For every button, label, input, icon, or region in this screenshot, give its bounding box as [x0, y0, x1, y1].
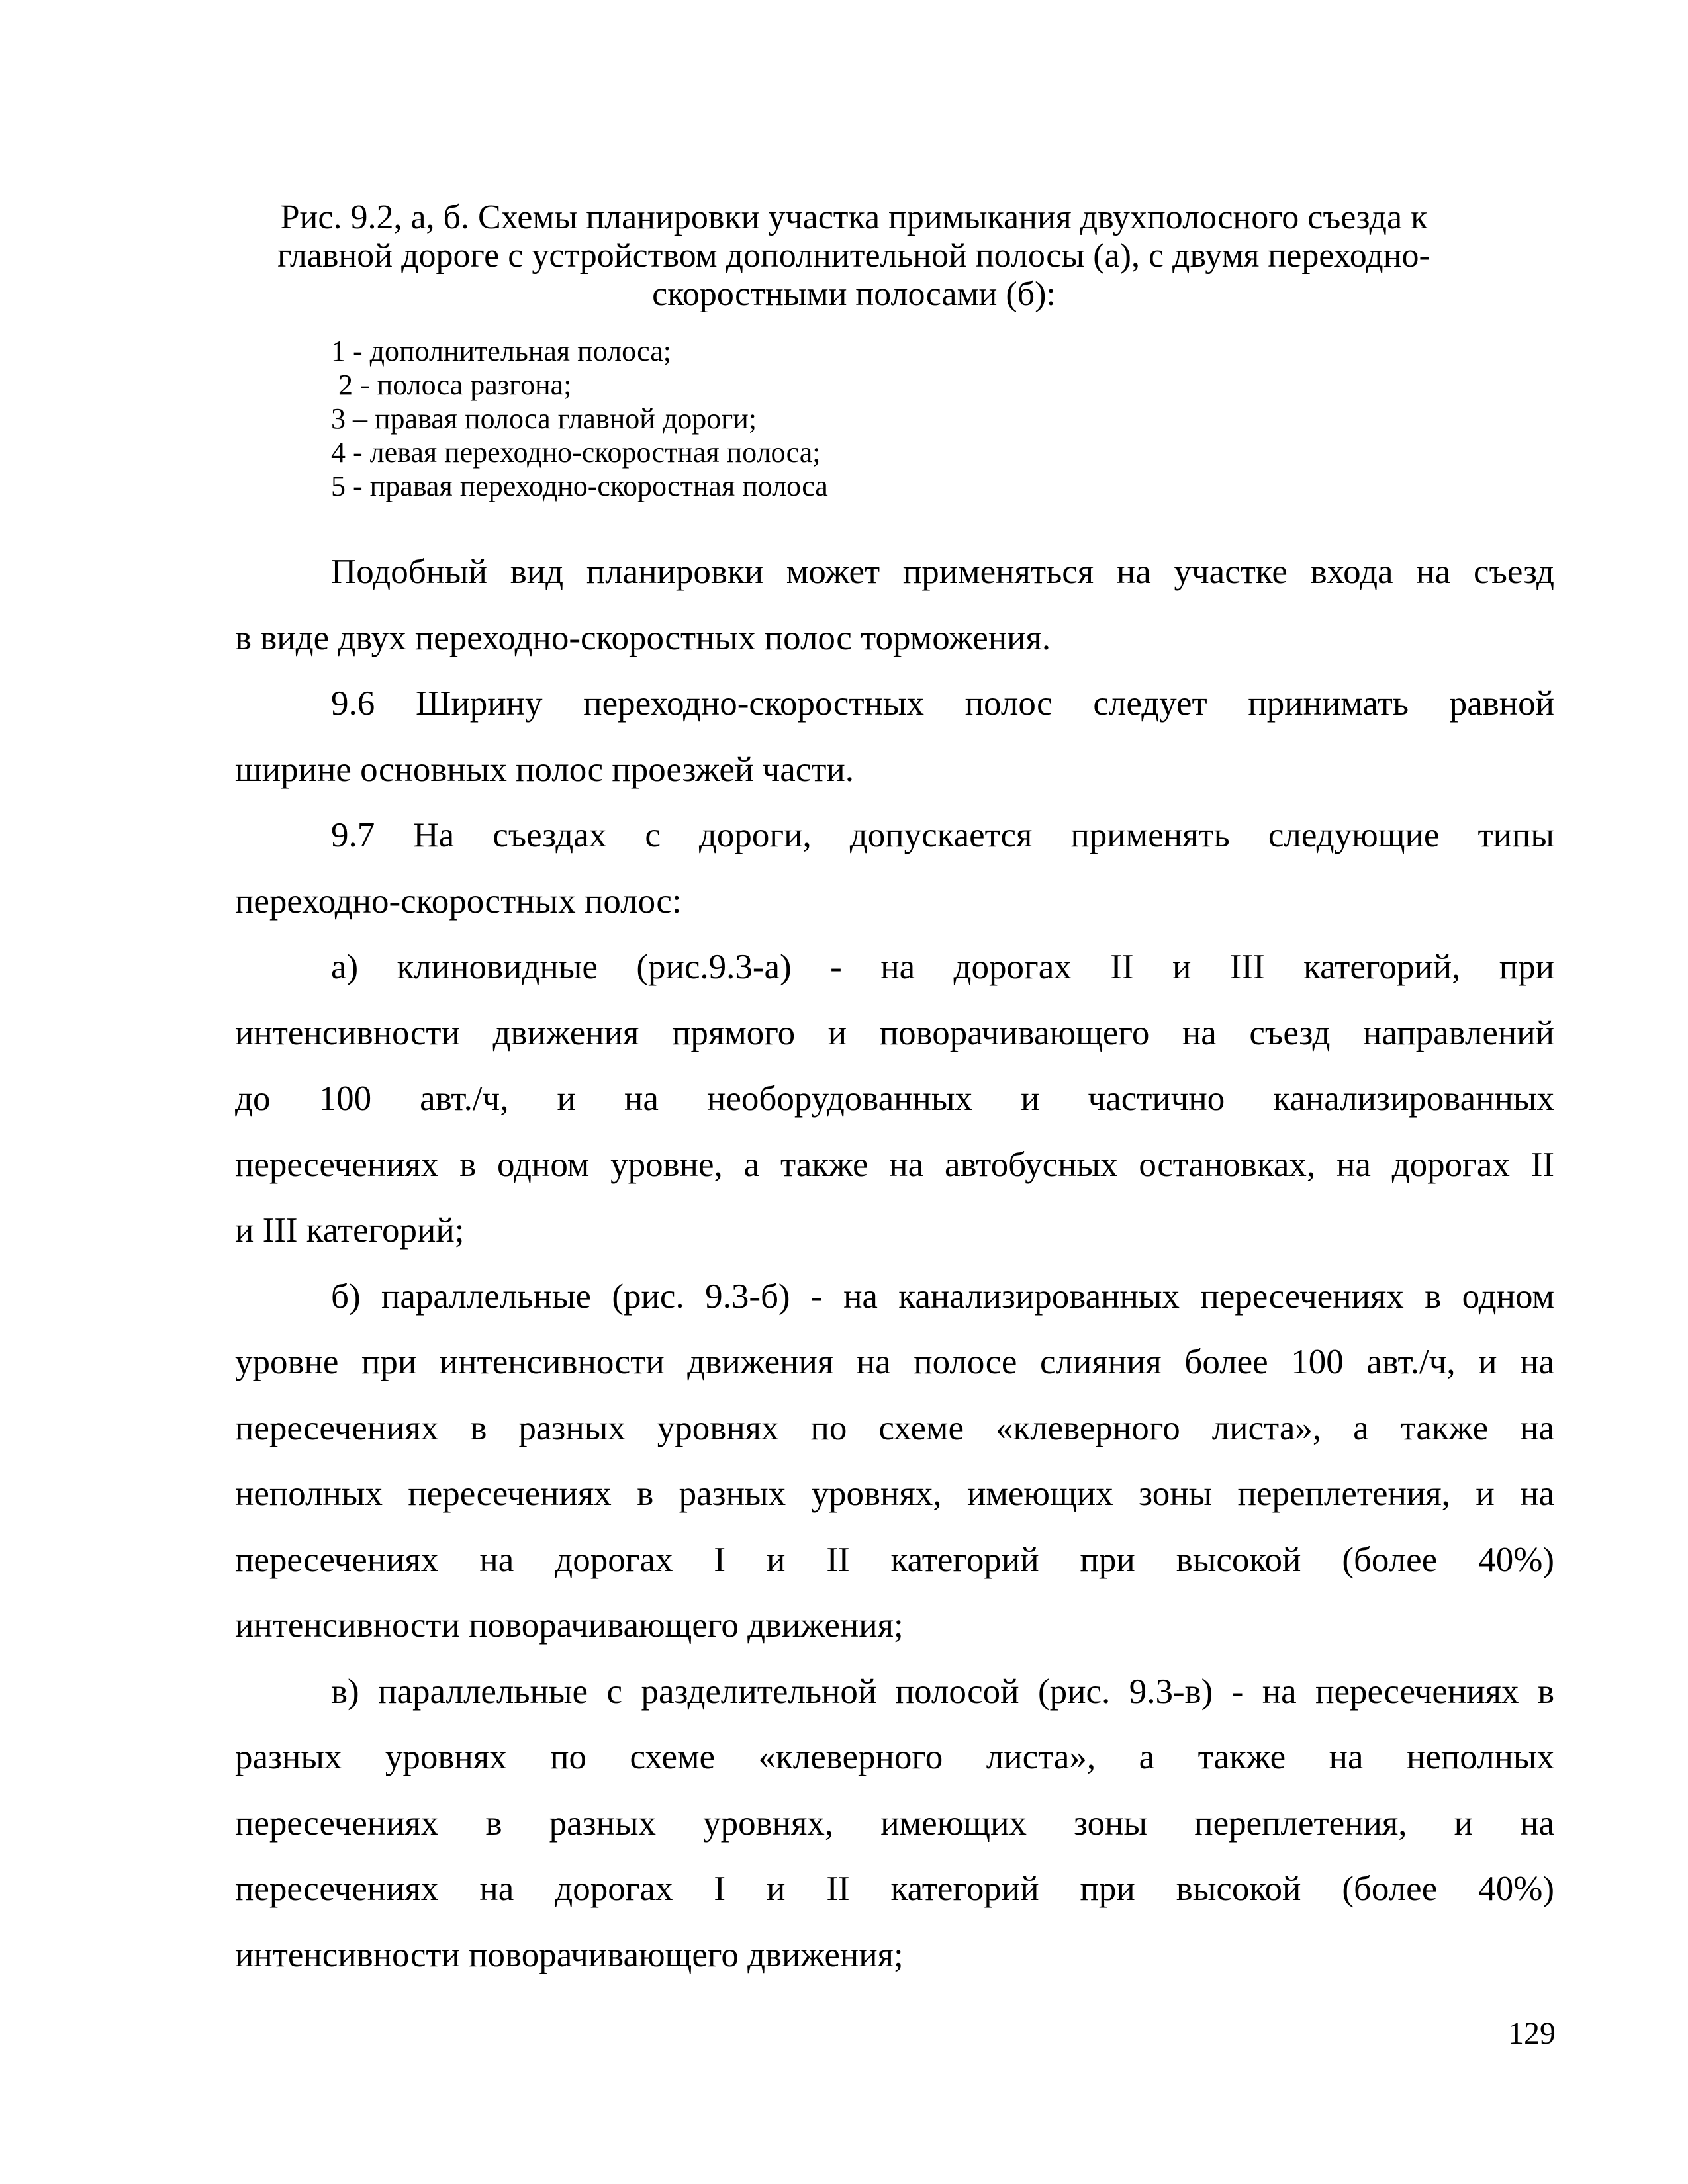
body-line: а) клиновидные (рис.9.3-а) - на дорогах II и III категорий, при	[331, 948, 1554, 986]
body-line: ширине основных полос проезжей части.	[235, 750, 855, 789]
page-number: 129	[1508, 2016, 1556, 2051]
body-line: разных уровнях по схеме «клеверного листа», а также на неполных	[235, 1738, 1554, 1776]
body-line: неполных пересечениях в разных уровнях, имеющих зоны переплетения, и на	[235, 1475, 1554, 1513]
body-line: Подобный вид планировки может применяться на участке входа на съезд	[331, 553, 1554, 591]
body-line: пересечениях на дорогах I и II категорий при высокой (более 40%)	[235, 1540, 1554, 1579]
body-line: 9.7 На съездах с дороги, допускается применять следующие типы	[331, 816, 1554, 854]
body-line: пересечениях в разных уровнях по схеме «клеверного листа», а также на	[235, 1408, 1554, 1447]
body-line: в виде двух переходно-скоростных полос торможения.	[235, 618, 1051, 657]
legend-item: 5 - правая переходно-скоростная полоса	[331, 470, 828, 502]
body-line: б) параллельные (рис. 9.3-б) - на канализированных пересечениях в одном	[331, 1277, 1554, 1316]
body-line: пересечениях в разных уровнях, имеющих зоны переплетения, и на	[235, 1803, 1554, 1843]
figure-caption	[199, 199, 1509, 314]
caption-line: главной дороге с устройством дополнительной полосы (а), с двумя переходно-	[277, 237, 1430, 275]
body-line: пересечениях на дорогах I и II категорий при высокой (более 40%)	[235, 1870, 1554, 1908]
legend-item: 3 – правая полоса главной дороги;	[331, 402, 757, 435]
body-line: до 100 авт./ч, и на необорудованных и частично канализированных	[235, 1079, 1554, 1118]
body-line: пересечениях в одном уровне, а также на автобусных остановках, на дорогах II	[235, 1145, 1554, 1184]
body-line: 9.6 Ширину переходно-скоростных полос следует принимать равной	[331, 684, 1554, 723]
caption-line: скоростными полосами (б):	[652, 275, 1056, 313]
figure-legend	[331, 334, 828, 503]
legend-item: 4 - левая переходно-скоростная полоса;	[331, 436, 821, 469]
body-line: уровне при интенсивности движения на полосе слияния более 100 авт./ч, и на	[235, 1343, 1554, 1381]
body-line: и III категорий;	[235, 1211, 465, 1250]
legend-item: 2 - полоса разгона;	[331, 369, 572, 401]
body-line: в) параллельные с разделительной полосой (рис. 9.3-в) - на пересечениях в	[331, 1672, 1554, 1711]
body-line: интенсивности поворачивающего движения;	[235, 1935, 904, 1974]
body-line: интенсивности поворачивающего движения;	[235, 1606, 904, 1645]
body-text	[235, 539, 1554, 1988]
body-line: переходно-скоростных полос:	[235, 882, 682, 921]
legend-item: 1 - дополнительная полоса;	[331, 335, 671, 367]
caption-line: Рис. 9.2, а, б. Схемы планировки участка примыкания двухполосного съезда к	[280, 199, 1428, 236]
body-line: интенсивности движения прямого и поворачивающего на съезд направлений	[235, 1013, 1554, 1052]
